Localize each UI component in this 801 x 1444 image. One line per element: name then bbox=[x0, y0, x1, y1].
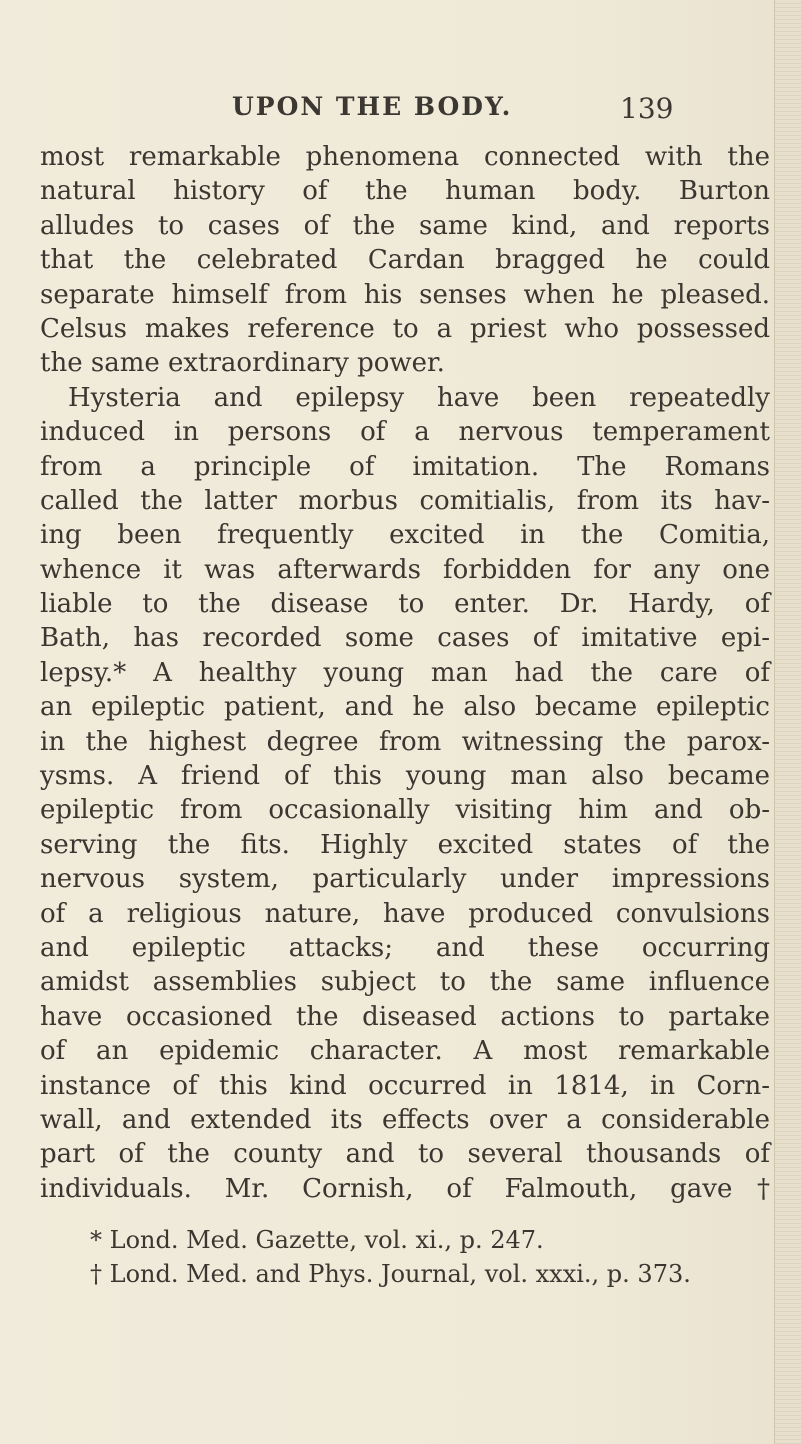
text-line: wall, and extended its effects over a considerable bbox=[40, 1104, 770, 1135]
text-line: an epileptic patient, and he also became epileptic bbox=[40, 692, 770, 723]
text-line: whence it was afterwards forbidden for any one bbox=[40, 554, 770, 585]
text-line: instance of this kind occurred in 1814, in Corn- bbox=[40, 1070, 770, 1101]
text-line: most remarkable phenomena connected with the bbox=[40, 142, 770, 172]
text-line: serving the fits. Highly excited states of the bbox=[40, 829, 770, 860]
text-line: and epileptic attacks; and these occurring bbox=[40, 932, 770, 963]
text-line: individuals. Mr. Cornish, of Falmouth, gave† bbox=[40, 1173, 770, 1204]
text-line: in the highest degree from witnessing the parox- bbox=[40, 726, 770, 757]
text-line: induced in persons of a nervous temperament bbox=[40, 417, 770, 448]
text-line: nervous system, particularly under impressions bbox=[40, 864, 770, 895]
text-line: of an epidemic character. A most remarkable bbox=[40, 1036, 770, 1067]
running-head: UPON THE BODY. bbox=[232, 92, 513, 121]
text-line: from a principle of imitation. The Romans bbox=[40, 451, 770, 482]
body-text bbox=[40, 140, 770, 1206]
page-edge bbox=[774, 0, 801, 1444]
text-line: separate himself from his senses when he pleased. bbox=[40, 279, 770, 310]
text-line: of a religious nature, have produced convulsions bbox=[40, 898, 770, 929]
text-line: liable to the disease to enter. Dr. Hardy, of bbox=[40, 589, 770, 620]
text-line: called the latter morbus comitialis, from its hav- bbox=[40, 485, 770, 516]
footnote: * Lond. Med. Gazette, vol. xi., p. 247. bbox=[90, 1226, 544, 1254]
text-line: the same extraordinary power. bbox=[40, 348, 445, 379]
text-line: ing been frequently excited in the Comitia, bbox=[40, 520, 770, 551]
text-line: epileptic from occasionally visiting him and ob- bbox=[40, 795, 770, 826]
text-line: that the celebrated Cardan bragged he could bbox=[40, 245, 770, 276]
text-line: Hysteria and epilepsy have been repeatedly bbox=[68, 382, 770, 413]
text-line: alludes to cases of the same kind, and reports bbox=[40, 210, 770, 241]
footnote: † Lond. Med. and Phys. Journal, vol. xxxi., p. 373. bbox=[90, 1260, 691, 1288]
text-line: have occasioned the diseased actions to partake bbox=[40, 1001, 770, 1032]
text-line: natural history of the human body. Burton bbox=[40, 176, 770, 207]
text-line: lepsy.* A healthy young man had the care of bbox=[40, 657, 770, 688]
text-line: amidst assemblies subject to the same influence bbox=[40, 967, 770, 998]
text-line: ysms. A friend of this young man also became bbox=[40, 761, 770, 792]
footnotes bbox=[90, 1223, 750, 1291]
text-line: part of the county and to several thousands of bbox=[40, 1139, 770, 1170]
page-header bbox=[0, 92, 801, 132]
page-number: 139 bbox=[620, 92, 674, 125]
text-line: Bath, has recorded some cases of imitative epi- bbox=[40, 623, 770, 654]
text-line: Celsus makes reference to a priest who possessed bbox=[40, 313, 770, 344]
